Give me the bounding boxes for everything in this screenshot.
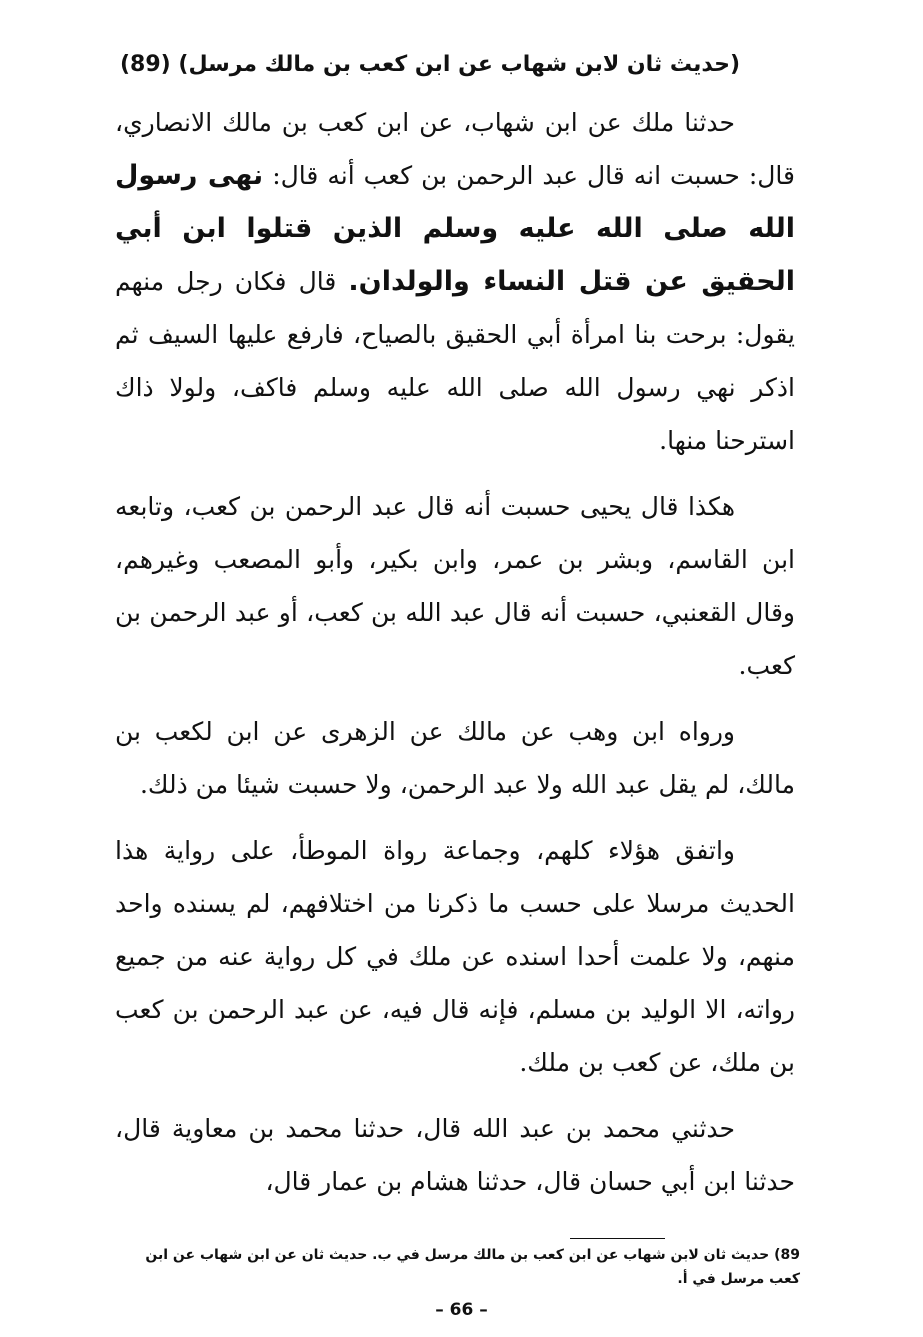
paragraph-3	[115, 705, 795, 811]
paragraph-2	[115, 480, 795, 692]
section-heading: (حديث ثان لابن شهاب عن ابن كعب بن مالك مرسل) (89)	[119, 52, 740, 77]
paragraph-4-text: واتفق هؤلاء كلهم، وجماعة رواة الموطأ، على رواية هذا الحديث مرسلا على حسب ما ذكرنا من اختلافهم، لم يسنده واحد منهم، ولا علمت أحدا اسنده عن ملك في كل رواية عنه من جميع رواته، الا الوليد بن مسلم، فإنه قال فيه، عن عبد الرحمن بن كعب بن ملك، عن كعب بن ملك.	[115, 836, 795, 1077]
footnote: 89) حديث ثان لابن شهاب عن ابن كعب بن مالك مرسل في ب. حديث ثان عن ابن شهاب عن ابن كعب مرسل في أ.	[145, 1247, 800, 1287]
paragraph-4	[115, 824, 795, 1089]
paragraph-1-continuation: قال فكان رجل منهم يقول: برحت بنا امرأة أبي الحقيق بالصياح، فارفع عليها السيف ثم اذكر نهي رسول الله صلى الله عليه وسلم فاكف، ولولا ذاك استرحنا منها.	[115, 267, 795, 455]
page-number: – 66 –	[435, 1300, 488, 1320]
paragraph-5-text: حدثني محمد بن عبد الله قال، حدثنا محمد بن معاوية قال، حدثنا ابن أبي حسان قال، حدثنا هشام بن عمار قال،	[115, 1114, 795, 1196]
main-text	[115, 96, 795, 1221]
paragraph-2-text: هكذا قال يحيى حسبت أنه قال عبد الرحمن بن كعب، وتابعه ابن القاسم، وبشر بن عمر، وابن بكير، وأبو المصعب وغيرهم، وقال القعنبي، حسبت أنه قال عبد الله بن كعب، أو عبد الرحمن بن كعب.	[115, 492, 795, 680]
paragraph-1-intro: حدثنا ملك عن ابن شهاب، عن ابن كعب بن مالك الانصاري، قال: حسبت انه قال عبد الرحمن بن كعب أنه قال:	[115, 108, 795, 190]
footnote-divider	[570, 1238, 665, 1239]
paragraph-1-hadith-text: نهى رسول الله صلى الله عليه وسلم الذين قتلوا ابن أبي الحقيق عن قتل النساء والولدان.	[115, 160, 795, 297]
paragraph-3-text: ورواه ابن وهب عن مالك عن الزهرى عن ابن لكعب بن مالك، لم يقل عبد الله ولا عبد الرحمن، ولا حسبت شيئا من ذلك.	[115, 717, 795, 799]
paragraph-5	[115, 1102, 795, 1208]
paragraph-1	[115, 96, 795, 467]
